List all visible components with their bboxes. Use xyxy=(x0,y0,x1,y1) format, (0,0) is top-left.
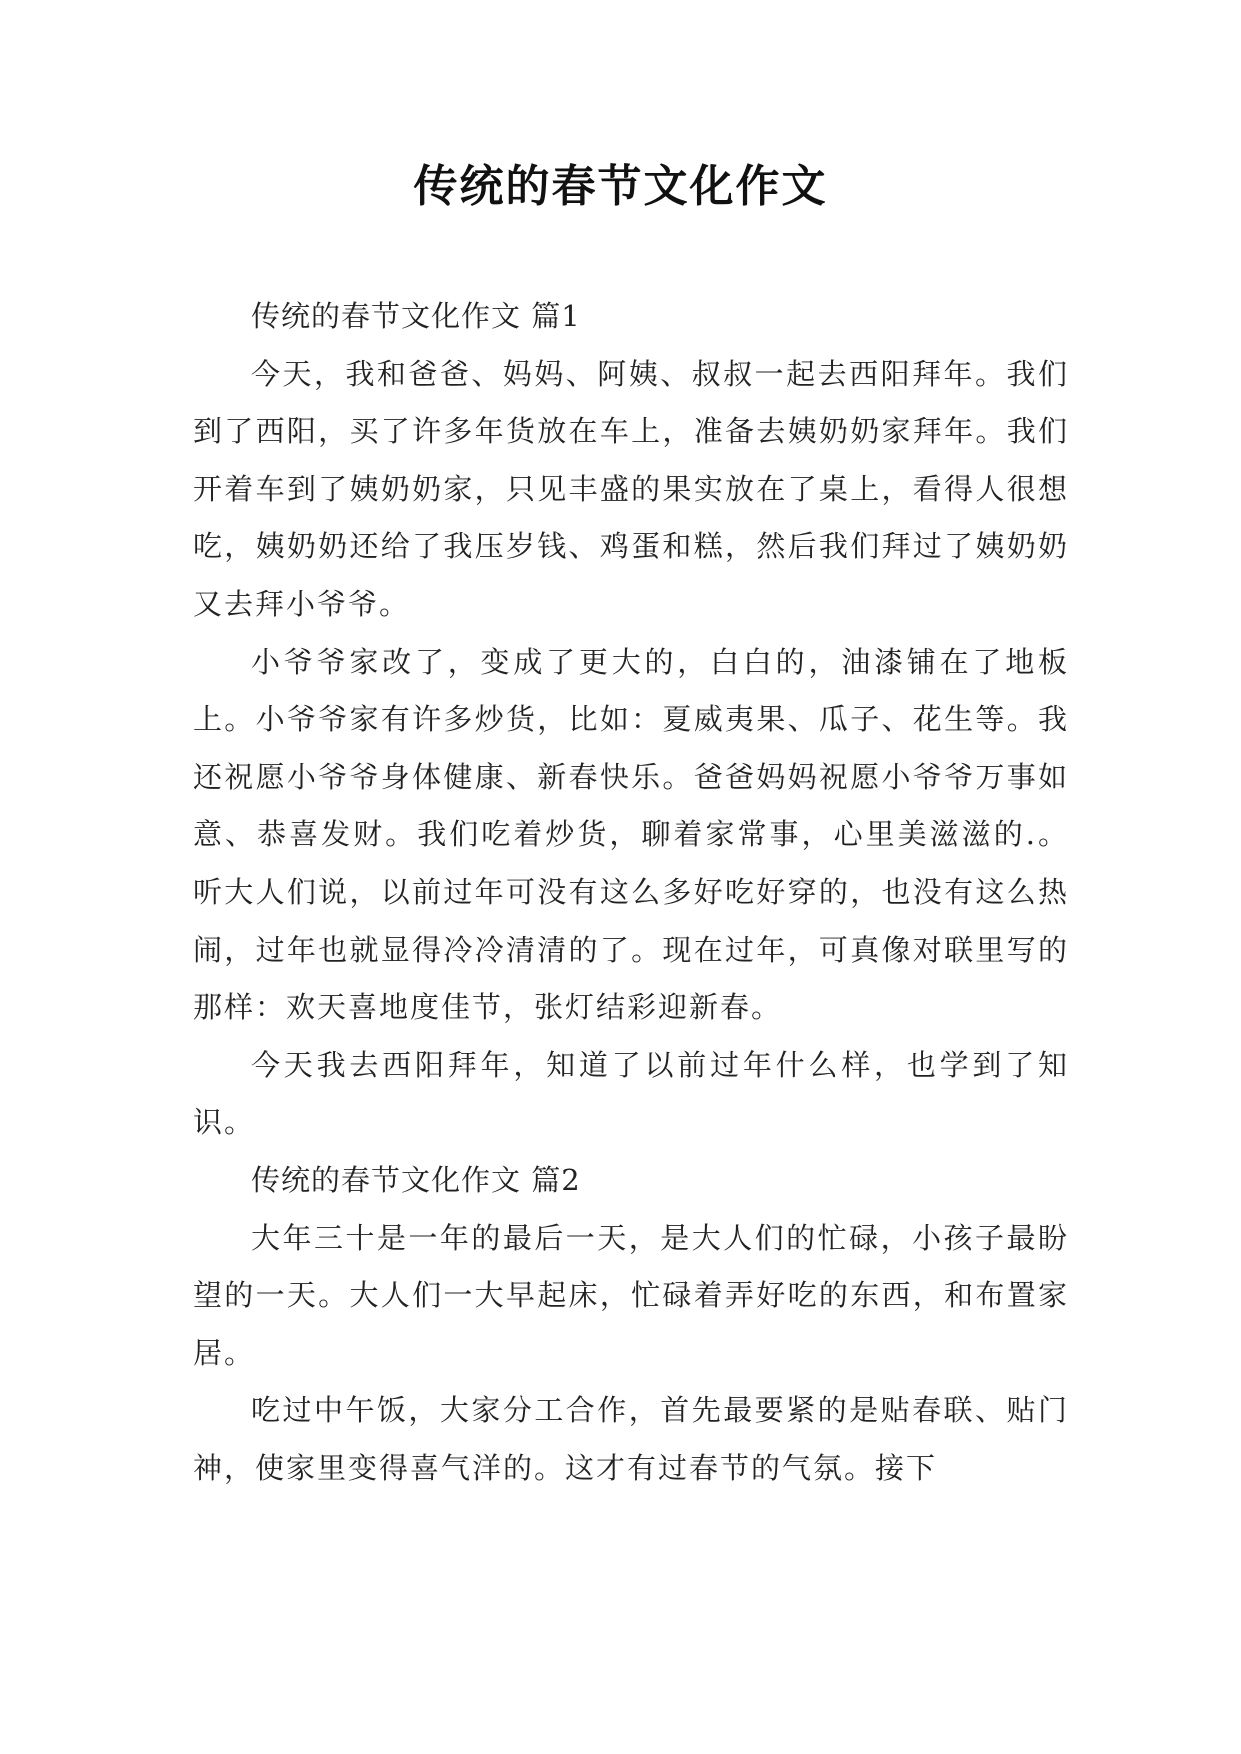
paragraph: 小爷爷家改了，变成了更大的，白白的，油漆铺在了地板上。小爷爷家有许多炒货，比如：夏威夷果、瓜子、花生等。我还祝愿小爷爷身体健康、新春快乐。爸爸妈妈祝愿小爷爷万事如意、恭喜发财。我们吃着炒货，聊着家常事，心里美滋滋的.。听大人们说，以前过年可没有这么多好吃好穿的，也没有这么热闹，过年也就显得冷冷清清的了。现在过年，可真像对联里写的那样：欢天喜地度佳节，张灯结彩迎新春。 xyxy=(193,644,1069,1025)
paragraph: 大年三十是一年的最后一天，是大人们的忙碌，小孩子最盼望的一天。大人们一大早起床，忙碌着弄好吃的东西，和布置家居。 xyxy=(193,1220,1069,1370)
section-heading-1: 传统的春节文化作文 篇1 xyxy=(251,299,581,333)
paragraph: 吃过中午饭，大家分工合作，首先最要紧的是贴春联、贴门神，使家里变得喜气洋的。这才有过春节的气氛。接下 xyxy=(193,1393,1069,1485)
document-body xyxy=(193,288,1069,1497)
section-heading-2: 传统的春节文化作文 篇2 xyxy=(251,1162,581,1197)
paragraph: 今天我去西阳拜年，知道了以前过年什么样，也学到了知识。 xyxy=(193,1047,1069,1140)
paragraph: 今天，我和爸爸、妈妈、阿姨、叔叔一起去西阳拜年。我们到了西阳，买了许多年货放在车上，准备去姨奶奶家拜年。我们开着车到了姨奶奶家，只见丰盛的果实放在了桌上，看得人很想吃，姨奶奶还给了我压岁钱、鸡蛋和糕，然后我们拜过了姨奶奶又去拜小爷爷。 xyxy=(193,356,1069,621)
document-title: 传统的春节文化作文 xyxy=(413,161,828,212)
